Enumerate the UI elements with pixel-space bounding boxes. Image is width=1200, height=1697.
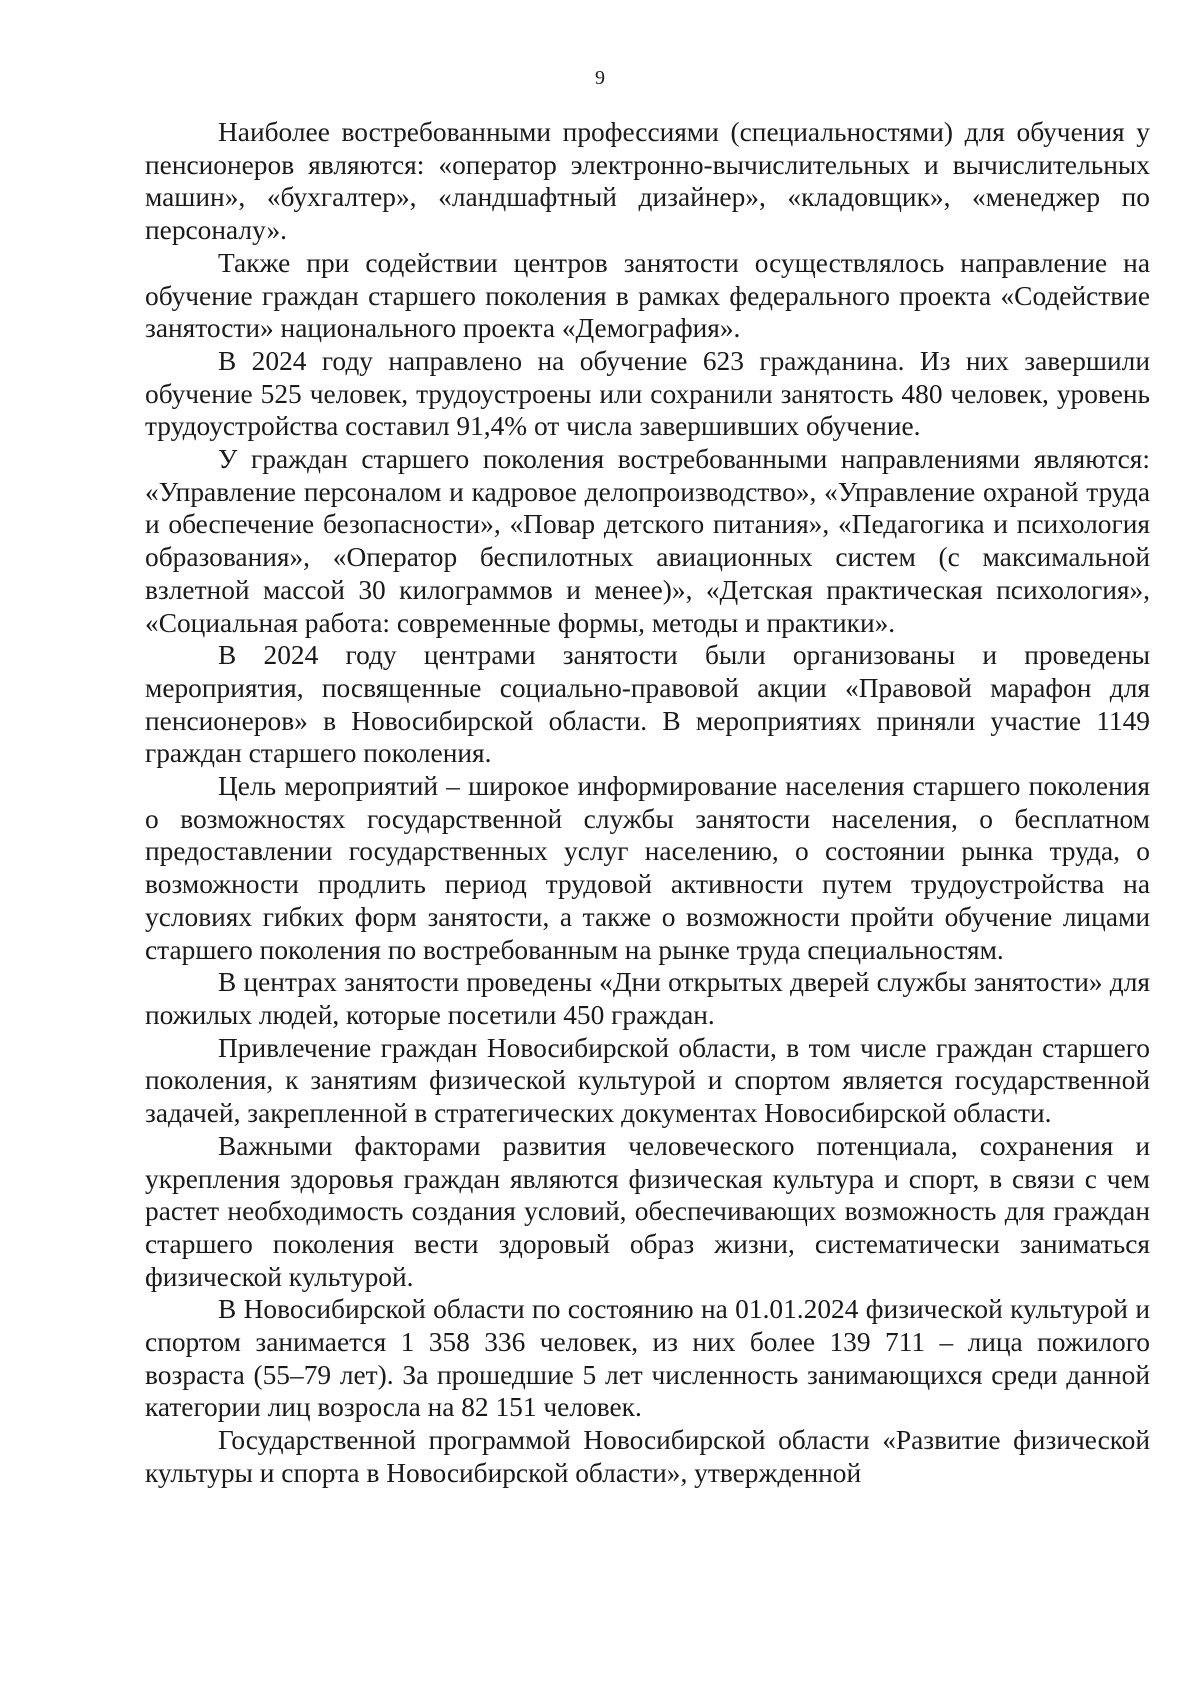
paragraph-state-program: Государственной программой Новосибирской области «Развитие физической культуры и спорта в Новосибирской области», утвержденной (145, 1425, 1150, 1488)
paragraph-legal-marathon: В 2024 году центрами занятости были организованы и проведены мероприятия, посвященные социально-правовой акции «Правовой марафон для пенсионеров» в Новосибирской области. В мероприятиях приняли участие 1149 граждан старшего поколения. (145, 640, 1150, 769)
paragraph-popular-professions: Наиболее востребованными профессиями (специальностями) для обучения у пенсионеров являются: «оператор электронно-вычислительных и вычислительных машин», «бухгалтер», «ландшафтный дизайнер», «кладовщик», «менеджер по персоналу». (145, 117, 1150, 246)
paragraph-employment-training-referral: Также при содействии центров занятости осуществлялось направление на обучение граждан старшего поколения в рамках федерального проекта «Содействие занятости» национального проекта «Демография». (145, 247, 1150, 344)
paragraph-open-doors-days: В центрах занятости проведены «Дни открытых дверей службы занятости» для пожилых людей, которые посетили 450 граждан. (145, 967, 1150, 1030)
paragraph-health-factors: Важными факторами развития человеческого потенциала, сохранения и укрепления здоровья граждан являются физическая культура и спорт, в связи с чем растет необходимость создания условий, обеспечивающих возможность для граждан старшего поколения вести здоровый образ жизни, систематически заниматься физической культурой. (145, 1130, 1150, 1292)
document-body (145, 116, 1150, 1490)
paragraph-sport-statistics: В Новосибирской области по состоянию на 01.01.2024 физической культурой и спортом занимается 1 358 336 человек, из них более 139 711 – лица пожилого возраста (55–79 лет). За прошедшие 5 лет численность занимающихся среди данной категории лиц возросла на 82 151 человек. (145, 1294, 1150, 1423)
paragraph-sport-involvement: Привлечение граждан Новосибирской области, в том числе граждан старшего поколения, к занятиям физической культурой и спортом является государственной задачей, закрепленной в стратегических документах Новосибирской области. (145, 1032, 1150, 1129)
paragraph-demanded-directions: У граждан старшего поколения востребованными направлениями являются: «Управление персоналом и кадровое делопроизводство», «Управление охраной труда и обеспечение безопасности», «Повар детского питания», «Педагогика и психология образования», «Оператор беспилотных авиационных систем (с максимальной взлетной массой 30 килограммов и менее)», «Детская практическая психология», «Социальная работа: современные формы, методы и практики». (145, 444, 1150, 638)
page-number: 9 (595, 67, 605, 89)
paragraph-event-goals: Цель мероприятий – широкое информирование населения старшего поколения о возможностях государственной службы занятости населения, о бесплатном предоставлении государственных услуг населению, о состоянии рынка труда, о возможности продлить период трудовой активности путем трудоустройства на условиях гибких форм занятости, а также о возможности пройти обучение лицами старшего поколения по востребованным на рынке труда специальностям. (145, 771, 1150, 965)
paragraph-training-results-2024: В 2024 году направлено на обучение 623 гражданина. Из них завершили обучение 525 человек, трудоустроены или сохранили занятость 480 человек, уровень трудоустройства составил 91,4% от числа завершивших обучение. (145, 345, 1150, 442)
